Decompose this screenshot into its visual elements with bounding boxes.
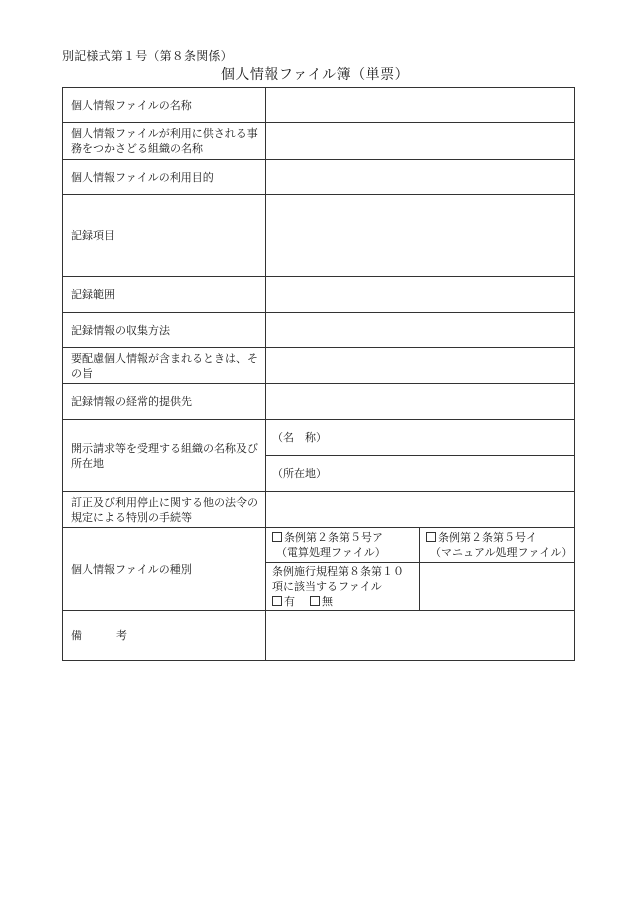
disclosure-org-address-field[interactable] <box>266 456 575 492</box>
yes-checkbox[interactable] <box>272 596 282 606</box>
option-b-text: 条例第２条第５号イ <box>438 531 537 544</box>
file-name-label: 個人情報ファイルの名称 <box>63 88 266 123</box>
purpose-label: 個人情報ファイルの利用目的 <box>63 160 266 195</box>
option-b-subtext: （マニュアル処理ファイル） <box>430 546 573 559</box>
sensitive-info-value[interactable] <box>266 348 575 384</box>
remarks-value[interactable] <box>266 611 575 661</box>
file-name-value[interactable] <box>266 88 575 123</box>
table-row <box>63 123 575 160</box>
option-a-subtext: （電算処理ファイル） <box>276 546 386 559</box>
option-a-checkbox[interactable] <box>272 532 282 542</box>
table-row <box>63 88 575 123</box>
option-b-checkbox[interactable] <box>426 532 436 542</box>
disclosure-org-address-label: （所在地） <box>272 467 327 480</box>
no-label: 無 <box>322 595 333 608</box>
file-type-option-a[interactable] <box>266 528 420 563</box>
collection-method-value[interactable] <box>266 313 575 348</box>
file-type-option-b[interactable] <box>420 528 575 563</box>
table-row <box>63 492 575 528</box>
option-a-text: 条例第２条第５号ア <box>284 531 383 544</box>
remarks-label-cell <box>63 611 266 661</box>
table-row <box>63 348 575 384</box>
rule-10-line1: 条例施行規程第８条第１０ <box>272 565 404 578</box>
remarks-label: 備考 <box>71 629 161 642</box>
sensitive-info-label: 要配慮個人情報が含まれるときは、その旨 <box>63 348 266 384</box>
rule-10-empty-cell <box>420 563 575 611</box>
record-items-label: 記録項目 <box>63 195 266 277</box>
table-row <box>63 611 575 661</box>
disclosure-org-name-field[interactable] <box>266 420 575 456</box>
special-procedures-value[interactable] <box>266 492 575 528</box>
disclosure-org-label: 開示請求等を受理する組織の名称及び所在地 <box>63 420 266 492</box>
table-row <box>63 160 575 195</box>
rule-10-line2: 項に該当するファイル <box>272 580 382 593</box>
document-title: 個人情報ファイル簿（単票） <box>220 67 410 83</box>
record-scope-value[interactable] <box>266 277 575 313</box>
record-scope-label: 記録範囲 <box>63 277 266 313</box>
table-row <box>63 277 575 313</box>
record-items-value[interactable] <box>266 195 575 277</box>
no-checkbox[interactable] <box>310 596 320 606</box>
table-row <box>63 528 575 563</box>
regular-recipients-value[interactable] <box>266 384 575 420</box>
file-register-table <box>62 87 575 661</box>
table-row <box>63 384 575 420</box>
collection-method-label: 記録情報の収集方法 <box>63 313 266 348</box>
organization-value[interactable] <box>266 123 575 160</box>
regular-recipients-label: 記録情報の経常的提供先 <box>63 384 266 420</box>
organization-label: 個人情報ファイルが利用に供される事務をつかさどる組織の名称 <box>63 123 266 160</box>
purpose-value[interactable] <box>266 160 575 195</box>
form-number: 別記様式第１号（第８条関係） <box>62 49 233 63</box>
special-procedures-label: 訂正及び利用停止に関する他の法令の規定による特別の手続等 <box>63 492 266 528</box>
table-row <box>63 313 575 348</box>
table-row <box>63 420 575 456</box>
yes-label: 有 <box>284 595 295 608</box>
table-row <box>63 195 575 277</box>
disclosure-org-name-label: （名 称） <box>272 431 327 444</box>
file-type-label: 個人情報ファイルの種別 <box>63 528 266 611</box>
rule-10-cell <box>266 563 420 611</box>
